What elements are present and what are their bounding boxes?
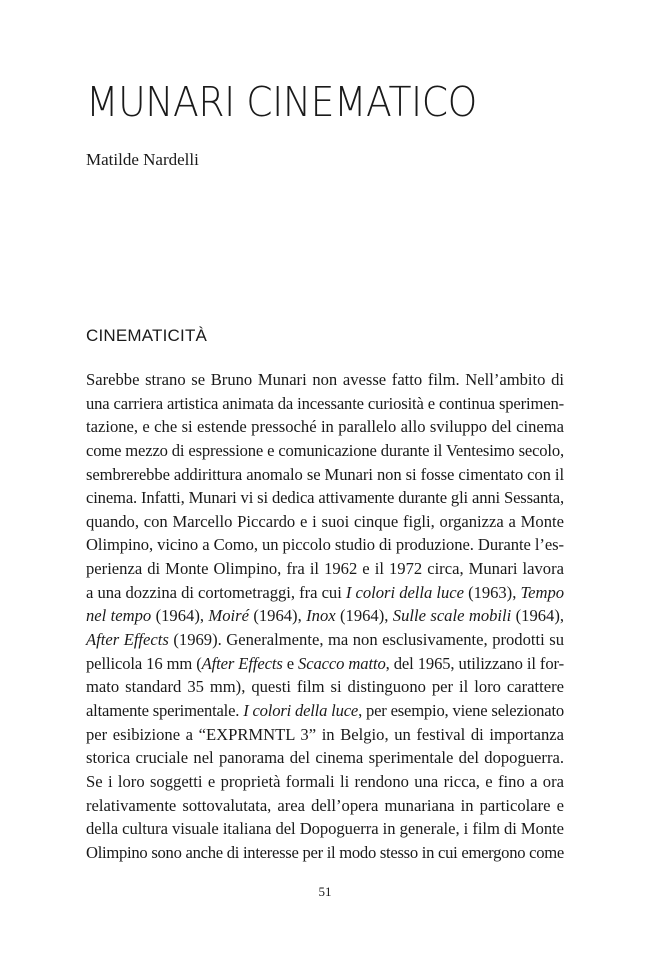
text-line [86,463,564,487]
text-line [86,841,564,865]
text-line [86,510,564,534]
italic-title: After Effects [201,653,283,673]
text-line [86,699,564,723]
italic-title: Inox [306,606,336,626]
text-line [86,794,564,818]
text-run: a una dozzina di cortometraggi, fra cui [86,582,346,602]
text-run: sembrerebbe addirittura anomalo se Munari non si fosse cimentato con il [86,464,564,484]
italic-title: Tempo [520,582,564,602]
text-line [86,439,564,463]
text-line [86,533,564,557]
text-run: , del 1965, utilizzano il for- [385,653,565,673]
text-line [86,581,564,605]
text-run: cinema. Infatti, Munari vi si dedica attivamente durante gli anni Sessanta, [86,488,564,508]
section-heading: CINEMATICITÀ [86,326,208,345]
author-name: Matilde Nardelli [86,150,199,169]
chapter-title: MUNARI CINEMATICO [86,78,477,126]
italic-title: I colori della luce [345,582,464,602]
text-run: tazione, e che si estende pressoché in parallelo allo sviluppo del cinema [86,417,564,437]
text-run: (1969). Generalmente, ma non esclusivamente, prodotti su [168,630,564,650]
text-run: Se i loro soggetti e proprietà formali li rendono una ricca, e fino a ora [86,771,564,791]
text-run: (1964), [151,606,209,626]
text-line [86,817,564,841]
text-run: una carriera artistica animata da incessante curiosità e continua sperimen- [86,393,564,413]
text-run: Sarebbe strano se Bruno Munari non avesse fatto film. Nell’ambito di [86,370,564,389]
page-number: 51 [318,884,332,899]
text-run: per esibizione a “EXPRMNTL 3” in Belgio, un festival di importanza [86,724,564,744]
text-line [86,604,564,628]
text-run: Olimpino sono anche di interesse per il modo stesso in cui emergono come [86,842,564,862]
text-run: della cultura visuale italiana del Dopoguerra in generale, i film di Monte [86,819,564,839]
italic-title: nel tempo [86,606,152,626]
text-run: (1964), [511,606,565,626]
text-run: perienza di Monte Olimpino, fra il 1962 e il 1972 circa, Munari lavora [86,559,564,579]
text-run: e [282,653,299,673]
text-run: (1963), [463,582,521,602]
italic-title: After Effects [86,630,169,650]
italic-title: Moiré [208,606,249,626]
body-paragraph [86,368,564,864]
text-run: (1964), [335,606,393,626]
text-run: Olimpino, vicino a Como, un piccolo studio di produzione. Durante l’es- [86,535,564,555]
text-line [86,652,564,676]
text-run: , per esempio, viene selezionato [358,700,564,720]
text-run: come mezzo di espressione e comunicazione durante il Ventesimo secolo, [86,440,564,460]
text-run: mato standard 35 mm), questi film si distinguono per il loro carattere [86,677,564,697]
text-line [86,746,564,770]
text-line [86,675,564,699]
text-line [86,628,564,652]
italic-title: Scacco matto [298,653,386,673]
text-line [86,723,564,747]
text-run: altamente sperimentale. [86,700,244,720]
text-run: pellicola 16 mm ( [86,653,202,673]
text-line [86,392,564,416]
italic-title: I colori della luce [243,700,359,720]
text-run: storica cruciale nel panorama del cinema sperimentale del dopoguerra. [86,748,564,768]
text-run: relativamente sottovalutata, area dell’opera munariana in particolare e [86,795,564,815]
italic-title: Sulle scale mobili [392,606,512,626]
text-run: (1964), [248,606,307,626]
text-line [86,557,564,581]
text-run: quando, con Marcello Piccardo e i suoi cinque figli, organizza a Monte [86,511,564,531]
text-line [86,368,564,392]
text-line [86,770,564,794]
text-line [86,486,564,510]
text-line [86,415,564,439]
